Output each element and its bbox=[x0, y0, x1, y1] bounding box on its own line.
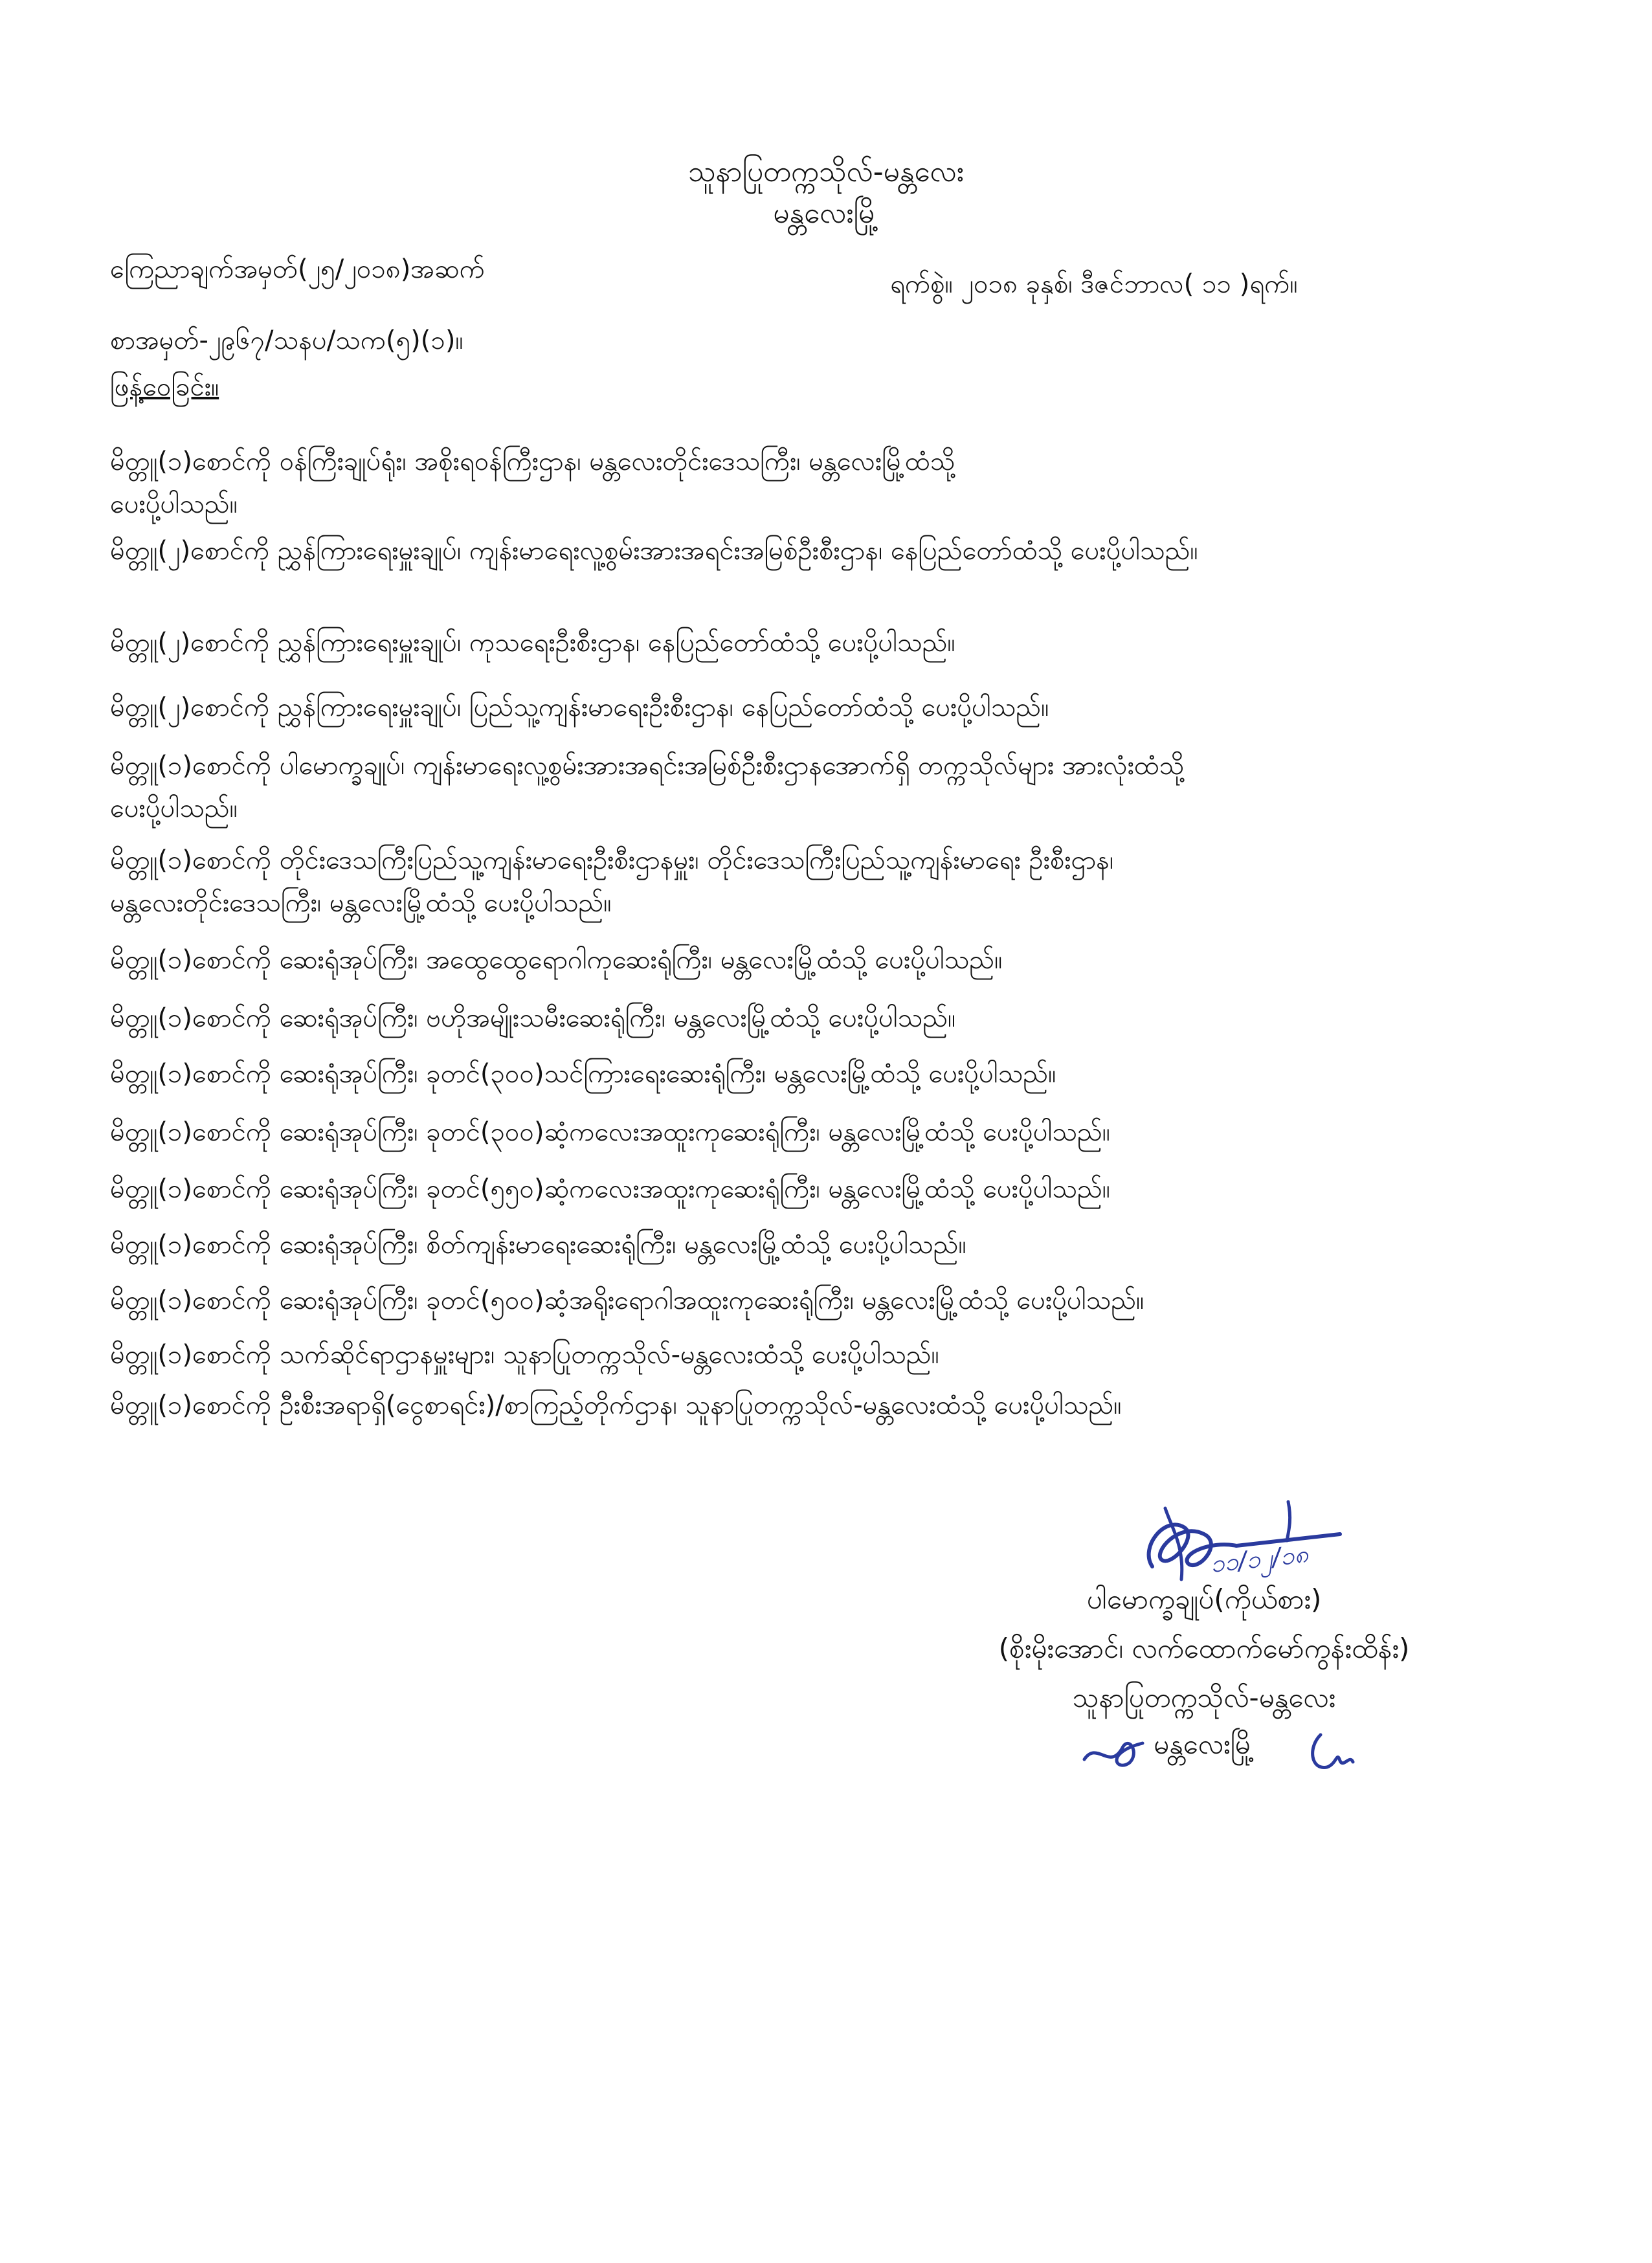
distribution-item: မိတ္တူ(၂)စောင်ကို ညွှန်ကြားရေးမှူးချုပ်၊ ကုသရေးဦးစီးဌာန၊ နေပြည်တော်ထံသို့ ပေးပို့ပါသည်။ bbox=[110, 628, 955, 658]
distribution-item: မိတ္တူ(၁)စောင်ကို ဆေးရုံအုပ်ကြီး၊ ဗဟိုအမျိုးသမီးဆေးရုံကြီး၊ မန္တလေးမြို့ထံသို့ ပေးပို့ပါသည်။ bbox=[110, 1003, 956, 1033]
notice-number: ကြေညာချက်အမှတ်(၂၅/၂၀၁၈)အဆက် bbox=[110, 254, 485, 284]
distribution-item: မိတ္တူ(၁)စောင်ကို တိုင်းဒေသကြီးပြည်သူ့ကျန်းမာရေးဦးစီးဌာနမှူး၊ တိုင်းဒေသကြီးပြည်သူ့ကျန်းမာရေး ဦးစီးဌာန၊ မန္တလေးတိုင်းဒေသကြီး၊ မန္တလေးမြို့ထံသို့ ပေးပို့ပါသည်။ bbox=[110, 845, 1114, 918]
signature-date: ၁၁/၁၂/၁၈ bbox=[1209, 1539, 1310, 1578]
distribution-item: မိတ္တူ(၂)စောင်ကို ညွှန်ကြားရေးမှူးချုပ်၊ ကျန်းမာရေးလူ့စွမ်းအားအရင်းအမြစ်ဦးစီးဌာန၊ နေပြည်တော်ထံသို့ ပေးပို့ပါသည်။ bbox=[110, 536, 1198, 566]
document-date: ရက်စွဲ။ ၂၀၁၈ ခုနှစ်၊ ဒီဇင်ဘာလ( ၁၁ )ရက်။ bbox=[890, 269, 1298, 299]
distribution-item: မိတ္တူ(၁)စောင်ကို ဆေးရုံအုပ်ကြီး၊ ခုတင်(၃၀၀)သင်ကြားရေးဆေးရုံကြီး၊ မန္တလေးမြို့ထံသို့ ပေးပို့ပါသည်။ bbox=[110, 1059, 1056, 1089]
distribution-heading: ဖြန့်ဝေခြင်း။ bbox=[110, 372, 219, 402]
signatory-city: မန္တလေးမြို့ bbox=[1153, 1728, 1255, 1760]
distribution-item: မိတ္တူ(၂)စောင်ကို ညွှန်ကြားရေးမှူးချုပ်၊ ပြည်သူ့ကျန်းမာရေးဦးစီးဌာန၊ နေပြည်တော်ထံသို့ ပေးပို့ပါသည်။ bbox=[110, 693, 1049, 722]
initials-scribble-right bbox=[1301, 1722, 1372, 1780]
header-line-2: မန္တလေးမြို့ bbox=[773, 197, 879, 230]
distribution-item: မိတ္တူ(၁)စောင်ကို ဆေးရုံအုပ်ကြီး၊ ခုတင်(၅၅၀)ဆံ့ကလေးအထူးကုဆေးရုံကြီး၊ မန္တလေးမြို့ထံသို့ ပေးပို့ပါသည်။ bbox=[110, 1174, 1110, 1204]
initials-scribble-left bbox=[1078, 1727, 1149, 1779]
distribution-item: မိတ္တူ(၁)စောင်ကို ဦးစီးအရာရှိ(ငွေစာရင်း)/စာကြည့်တိုက်ဌာန၊ သူနာပြုတက္ကသိုလ်-မန္တလေးထံသို့ ပေးပို့ပါသည်။ bbox=[110, 1390, 1122, 1420]
distribution-item: မိတ္တူ(၁)စောင်ကို ဝန်ကြီးချုပ်ရုံး၊ အစိုးရဝန်ကြီးဌာန၊ မန္တလေးတိုင်းဒေသကြီး၊ မန္တလေးမြို့ထံသို့ ပေးပို့ပါသည်။ bbox=[110, 447, 955, 519]
distribution-item: မိတ္တူ(၁)စောင်ကို ဆေးရုံအုပ်ကြီး၊ စိတ်ကျန်းမာရေးဆေးရုံကြီး၊ မန္တလေးမြို့ထံသို့ ပေးပို့ပါသည်။ bbox=[110, 1230, 966, 1260]
signatory-name: (စိုးမိုးအောင်၊ လက်ထောက်မော်ကွန်းထိန်း) bbox=[998, 1633, 1410, 1664]
distribution-item: မိတ္တူ(၁)စောင်ကို ဆေးရုံအုပ်ကြီး၊ ခုတင်(၅၀၀)ဆံ့အရိုးရောဂါအထူးကုဆေးရုံကြီး၊ မန္တလေးမြို့ထံသို့ ပေးပို့ပါသည်။ bbox=[110, 1286, 1144, 1315]
distribution-item: မိတ္တူ(၁)စောင်ကို ပါမောက္ခချုပ်၊ ကျန်းမာရေးလူ့စွမ်းအားအရင်းအမြစ်ဦးစီးဌာနအောက်ရှိ တက္ကသိုလ်များ အားလုံးထံသို့ ပေးပို့ပါသည်။ bbox=[110, 751, 1185, 823]
distribution-item: မိတ္တူ(၁)စောင်ကို သက်ဆိုင်ရာဌာနမှူးများ၊ သူနာပြုတက္ကသိုလ်-မန္တလေးထံသို့ ပေးပို့ပါသည်။ bbox=[110, 1340, 939, 1370]
distribution-item: မိတ္တူ(၁)စောင်ကို ဆေးရုံအုပ်ကြီး၊ အထွေထွေရောဂါကုဆေးရုံကြီး၊ မန္တလေးမြို့ထံသို့ ပေးပို့ပါသည်။ bbox=[110, 945, 1003, 975]
distribution-item: မိတ္တူ(၁)စောင်ကို ဆေးရုံအုပ်ကြီး၊ ခုတင်(၃၀၀)ဆံ့ကလေးအထူးကုဆေးရုံကြီး၊ မန္တလေးမြို့ထံသို့ ပေးပို့ပါသည်။ bbox=[110, 1117, 1110, 1147]
header-line-1: သူနာပြုတက္ကသိုလ်-မန္တလေး bbox=[688, 155, 964, 188]
signatory-institution: သူနာပြုတက္ကသိုလ်-မန္တလေး bbox=[1072, 1682, 1336, 1713]
letter-number: စာအမှတ်-၂၉၆၇/သနပ/သက(၅)(၁)။ bbox=[110, 326, 463, 355]
signatory-title: ပါမောက္ခချုပ်(ကိုယ်စား) bbox=[1086, 1583, 1322, 1615]
